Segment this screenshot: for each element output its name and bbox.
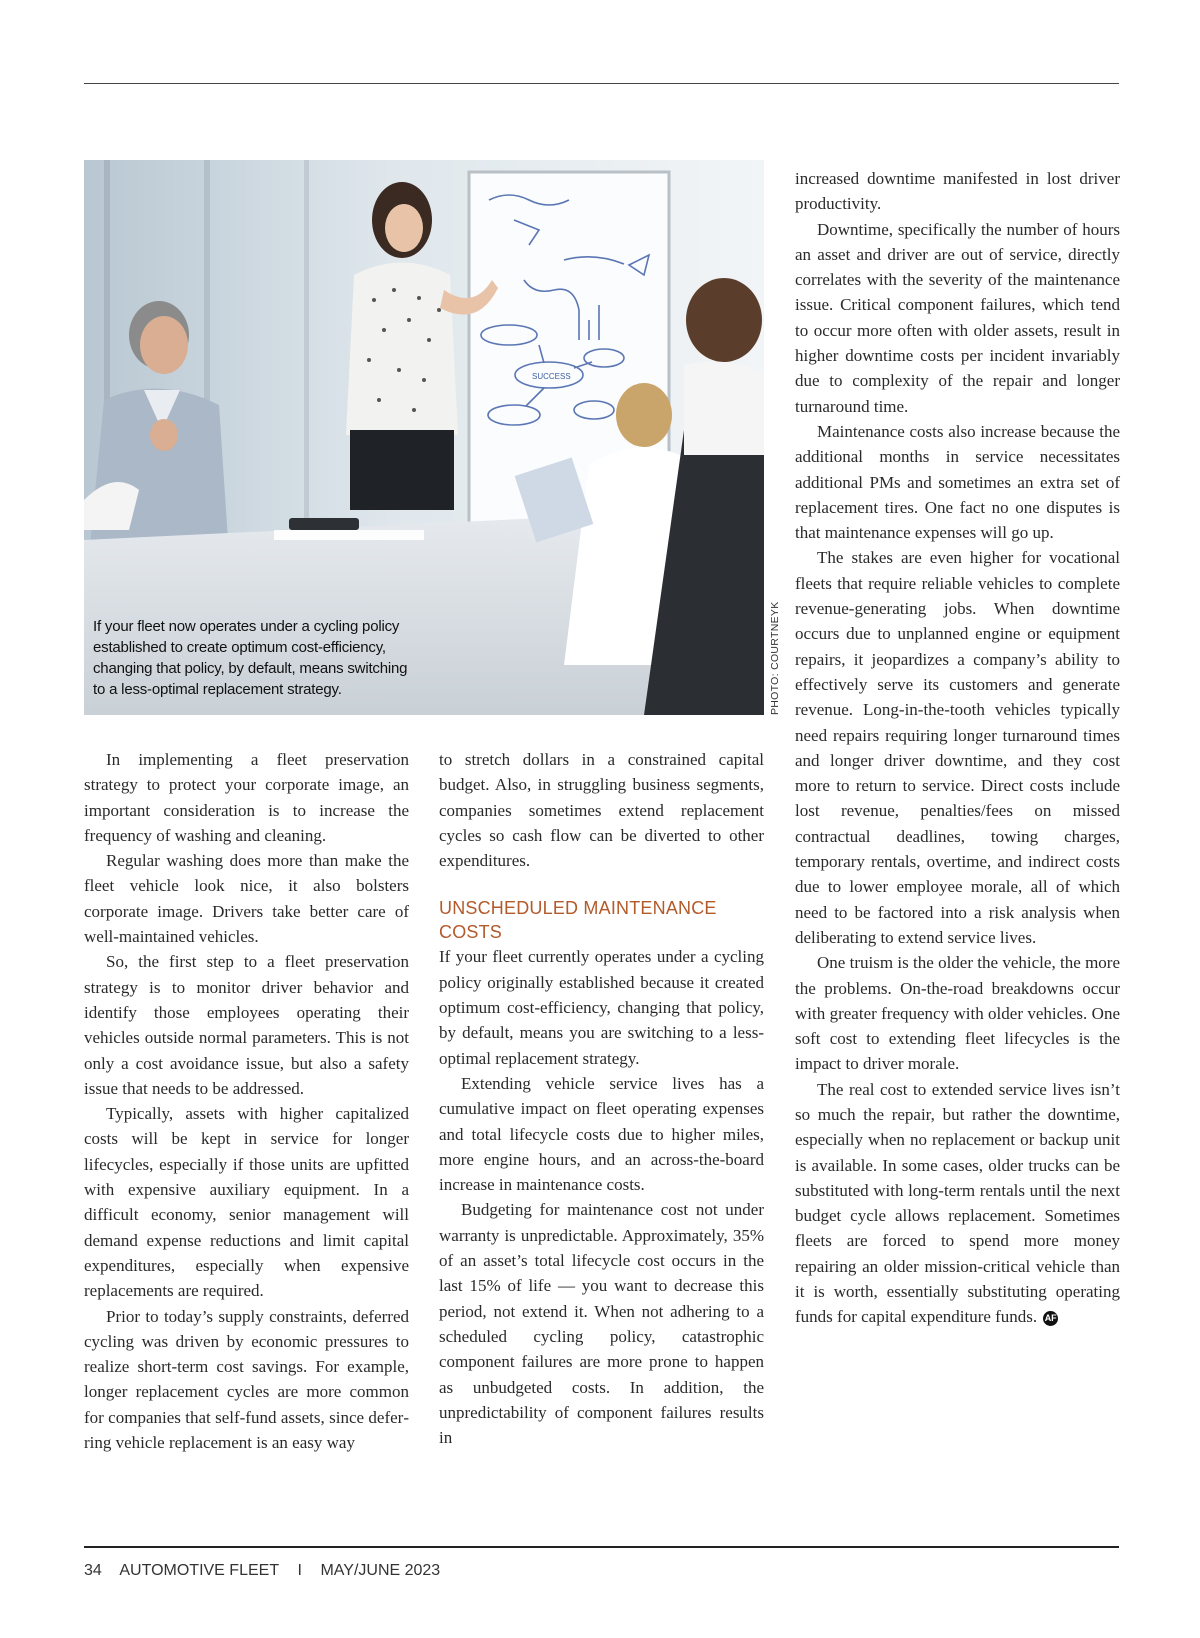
publication-name: AUTOMOTIVE FLEET (119, 1562, 280, 1579)
paragraph: Extending vehicle service lives has a cumulative impact on fleet operating expenses and total lifecycle costs due to higher miles, more engine hours, and an across-the-board increase in maintenance costs. (439, 1073, 764, 1195)
paragraph-continued: increased downtime manifested in lost driver productivity. (795, 169, 1120, 214)
bottom-rule (84, 1546, 1119, 1548)
section-heading: UNSCHEDULED MAINTENANCE COSTS (439, 898, 717, 943)
article-column-2 (439, 747, 764, 1450)
end-mark-icon: AF (1043, 1311, 1058, 1326)
paragraph: So, the first step to a fleet preservation strategy is to monitor driver behavior and identify those employees operating their vehicles outside normal parameters. This is not only a cost avoidance issue, but also a safety issue that needs to be addressed. (84, 952, 409, 1098)
issue-date: MAY/JUNE 2023 (320, 1562, 441, 1579)
paragraph: In implementing a fleet preservation strategy to protect your corporate image, an important consideration is to increase the frequency of washing and cleaning. (84, 750, 409, 845)
paragraph: Downtime, specifically the number of hours an asset and driver are out of service, directly correlates with the severity of the maintenance issue. Critical component failures, which tend to occur more often with older assets, result in higher downtime costs per incident invariably due to complexity of the repair and longer turnaround time. (795, 219, 1120, 416)
paragraph: Maintenance costs also increase because the additional months in service necessitates additional PMs and sometimes an extra set of replacement tires. One fact no one disputes is that maintenance expenses will go up. (795, 421, 1120, 543)
paragraph: If your fleet currently operates under a cycling policy originally established because it created optimum cost-efficiency, changing that policy, by default, means you are switching to a less-optimal replacement strategy. (439, 947, 764, 1068)
photo-caption: If your fleet now operates under a cycling policy established to create optimum cost-efficiency, changing that policy, by default, means switching to a less-optimal replacement strategy. (93, 618, 408, 698)
paragraph: Prior to today’s supply constraints, deferred cycling was driven by economic pressures to realize short-term cost savings. For example, longer replacement cycles are more common for companies that self-fund assets, since deferring vehicle replacement is an easy way (84, 1306, 409, 1453)
paragraph: The stakes are even higher for vocational fleets that require reliable vehicles to complete revenue-generating jobs. When downtime occurs due to unplanned engine or equipment repairs, it jeopardizes a company’s ability to effectively serve its customers and generate revenue. Long-in-the-tooth vehicles typically need repairs requiring longer turnaround times and longer driver downtime, and they cost more to return to service. Direct costs include lost revenue, penalties/fees on missed contractual deadlines, towing charges, temporary rentals, overtime, and indirect costs due to lower employee morale, all of which need to be factored into a risk analysis when deliberating to extend service lives. (795, 548, 1120, 947)
page-footer (84, 1562, 454, 1580)
paragraph: Regular washing does more than make the fleet vehicle look nice, it also bolsters corporate image. Drivers take better care of well-maintained vehicles. (84, 851, 409, 947)
svg-text:SUCCESS: SUCCESS (532, 372, 571, 381)
footer-separator: I (297, 1562, 302, 1579)
photo-credit: PHOTO: COURTNEYK (769, 601, 781, 715)
top-rule (84, 83, 1119, 84)
page-number: 34 (84, 1562, 102, 1579)
paragraph-text: The real cost to extended service lives isn’t so much the repair, but rather the downtime, especially when no replacement or backup unit is available. In some cases, older trucks can be substituted with long-term rentals until the next budget cycle allows replacement. Sometimes fleets are forced to spend more money repairing an older mission-critical vehicle than it is worth, essentially substituting operating funds for capital expenditure funds. (795, 1079, 1120, 1327)
paragraph: Budgeting for maintenance cost not under warranty is unpredictable. Approximately, 35% of an asset’s total lifecycle cost occurs in the last 15% of life — you want to decrease this period, not extend it. When not adhering to a scheduled cycling policy, catastrophic component failures are more prone to happen as unbudgeted costs. In addition, the unpredictability of component failures results in (439, 1200, 764, 1448)
article-column-1 (84, 747, 409, 1455)
paragraph: Typically, assets with higher capitalized costs will be kept in service for longer lifecycles, especially if those units are upfitted with expensive auxiliary equipment. In a difficult economy, senior management will demand expense reductions and limit capital expenditures, especially when expensive replacements are required. (84, 1104, 409, 1301)
paragraph-final (795, 1077, 1120, 1330)
article-photo (84, 160, 764, 715)
article-column-3 (795, 166, 1120, 1330)
paragraph-continued: to stretch dollars in a constrained capital budget. Also, in struggling business segments, companies sometimes extend replacement cycles so cash flow can be diverted to other expenditures. (439, 750, 764, 871)
paragraph: One truism is the older the vehicle, the more the problems. On-the-road breakdowns occur with greater frequency with older vehicles. One soft cost to extending fleet lifecycles is the impact to driver morale. (795, 953, 1120, 1074)
